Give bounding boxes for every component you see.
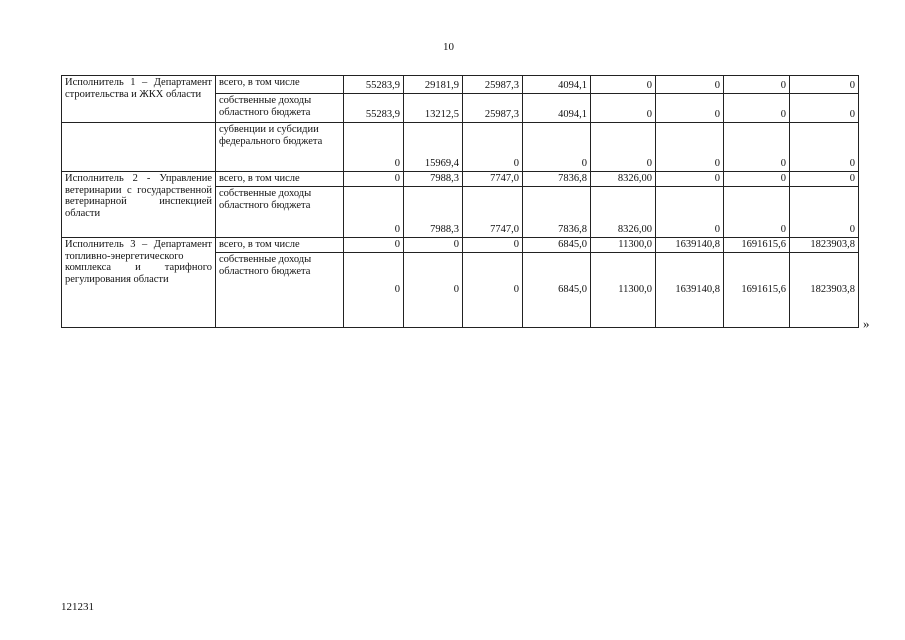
value-cell: 1691615,6 [724, 238, 790, 253]
value-cell: 8326,00 [591, 187, 656, 238]
value-cell: 0 [404, 238, 463, 253]
value-cell: 0 [656, 123, 724, 172]
value-cell: 7988,3 [404, 172, 463, 187]
value-cell: 0 [591, 94, 656, 123]
value-cell: 0 [724, 187, 790, 238]
value-cell: 4094,1 [523, 76, 591, 94]
table-row [62, 172, 859, 187]
value-cell: 13212,5 [404, 94, 463, 123]
value-cell: 0 [404, 253, 463, 328]
table-row [62, 238, 859, 253]
page-number: 10 [443, 41, 454, 53]
value-cell: 1823903,8 [790, 253, 859, 328]
executor-name: Исполнитель 3 – Департамент топливно-энергетического комплекса и тарифного регулирования области [62, 238, 216, 328]
value-cell: 1639140,8 [656, 253, 724, 328]
value-cell: 7836,8 [523, 187, 591, 238]
value-cell: 15969,4 [404, 123, 463, 172]
value-cell: 0 [790, 123, 859, 172]
funding-source: всего, в том числе [216, 172, 344, 187]
value-cell: 0 [463, 253, 523, 328]
value-cell: 55283,9 [344, 94, 404, 123]
funding-source: субвенции и субсидии федерального бюджета [216, 123, 344, 172]
value-cell: 0 [724, 172, 790, 187]
value-cell: 55283,9 [344, 76, 404, 94]
value-cell: 25987,3 [463, 76, 523, 94]
value-cell: 0 [724, 76, 790, 94]
value-cell: 6845,0 [523, 253, 591, 328]
value-cell: 0 [344, 238, 404, 253]
value-cell: 7836,8 [523, 172, 591, 187]
table-row [62, 123, 859, 172]
value-cell: 0 [790, 172, 859, 187]
value-cell: 0 [790, 76, 859, 94]
value-cell: 0 [656, 187, 724, 238]
value-cell: 0 [344, 253, 404, 328]
value-cell: 0 [463, 123, 523, 172]
closing-quote: » [863, 316, 870, 331]
value-cell: 0 [344, 187, 404, 238]
value-cell: 8326,00 [591, 172, 656, 187]
value-cell: 0 [790, 187, 859, 238]
funding-source: всего, в том числе [216, 238, 344, 253]
value-cell: 7747,0 [463, 172, 523, 187]
funding-source: собственные доходы областного бюджета [216, 253, 344, 328]
value-cell: 0 [656, 76, 724, 94]
value-cell: 0 [790, 94, 859, 123]
document-code: 121231 [61, 601, 94, 613]
value-cell: 0 [523, 123, 591, 172]
funding-source: собственные доходы областного бюджета [216, 187, 344, 238]
value-cell: 4094,1 [523, 94, 591, 123]
value-cell: 7988,3 [404, 187, 463, 238]
funding-source: всего, в том числе [216, 76, 344, 94]
value-cell: 1691615,6 [724, 253, 790, 328]
funding-source: собственные доходы областного бюджета [216, 94, 344, 123]
value-cell: 0 [724, 123, 790, 172]
table-row [62, 76, 859, 94]
value-cell: 1639140,8 [656, 238, 724, 253]
value-cell: 29181,9 [404, 76, 463, 94]
value-cell: 6845,0 [523, 238, 591, 253]
value-cell: 0 [724, 94, 790, 123]
value-cell: 11300,0 [591, 253, 656, 328]
value-cell: 0 [591, 123, 656, 172]
value-cell: 0 [344, 123, 404, 172]
value-cell: 7747,0 [463, 187, 523, 238]
value-cell: 11300,0 [591, 238, 656, 253]
value-cell: 0 [656, 172, 724, 187]
value-cell: 0 [591, 76, 656, 94]
budget-table [61, 75, 859, 328]
value-cell: 1823903,8 [790, 238, 859, 253]
value-cell: 25987,3 [463, 94, 523, 123]
executor-name: Исполнитель 1 – Департамент строительства и ЖКХ области [62, 76, 216, 123]
value-cell: 0 [463, 238, 523, 253]
value-cell: 0 [344, 172, 404, 187]
executor-name-empty [62, 123, 216, 172]
value-cell: 0 [656, 94, 724, 123]
executor-name: Исполнитель 2 - Управление ветеринарии с государственной ветеринарной инспекцией области [62, 172, 216, 238]
